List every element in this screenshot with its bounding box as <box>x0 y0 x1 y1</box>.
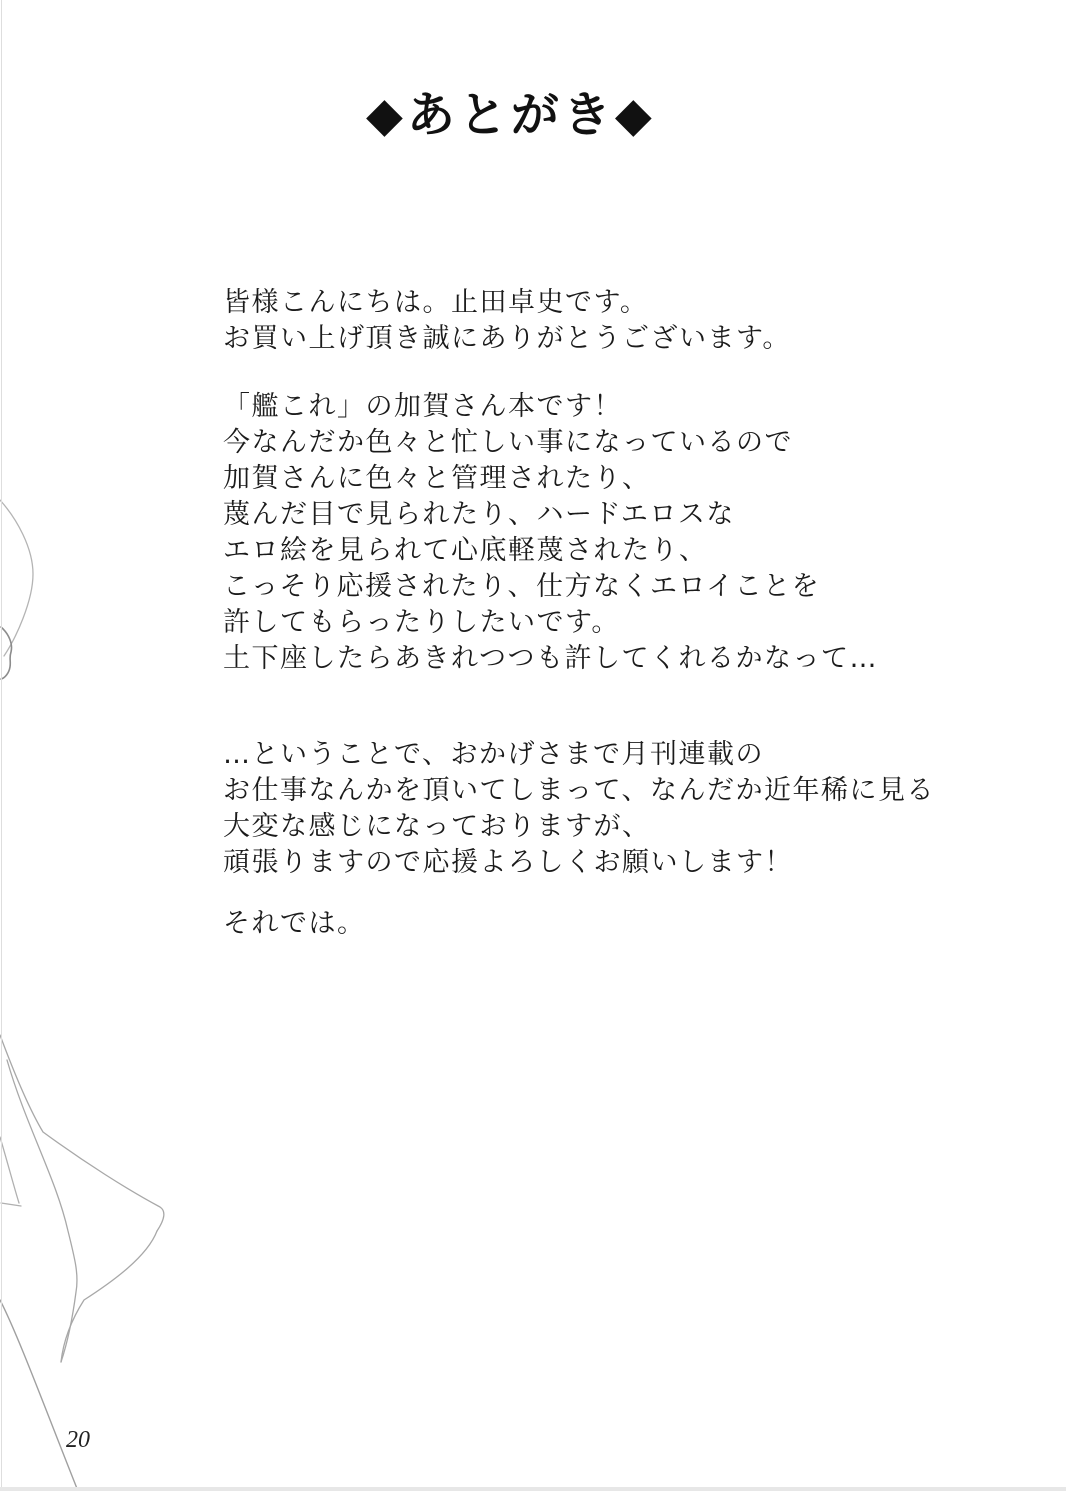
afterword-line: 蔑んだ目で見られたり、ハードエロスな <box>223 499 735 530</box>
paragraph-closing <box>223 906 935 942</box>
paragraph-main <box>223 389 935 677</box>
afterword-line: お買い上げ頂き誠にありがとうございます。 <box>223 323 791 354</box>
afterword-line: 皆様こんにちは。止田卓史です。 <box>223 287 649 318</box>
page-number: 20 <box>66 1427 90 1453</box>
page-bottom-edge <box>0 1487 1066 1491</box>
page-left-edge <box>1 0 2 1491</box>
afterword-line: 許してもらったりしたいです。 <box>223 607 620 638</box>
afterword-line: 土下座したらあきれつつも許してくれるかなって… <box>223 643 878 674</box>
afterword-line: お仕事なんかを頂いてしまって、なんだか近年稀に見る <box>223 775 935 806</box>
paragraph-greeting <box>223 285 935 357</box>
afterword-line: 頑張りますので応援よろしくお願いします！ <box>223 847 793 878</box>
afterword-line: 今なんだか色々と忙しい事になっているので <box>223 427 793 458</box>
afterword-line: 「艦これ」の加賀さん本です！ <box>223 391 622 422</box>
paragraph-news <box>223 737 935 881</box>
afterword-line: こっそり応援されたり、仕方なくエロイことを <box>223 571 821 602</box>
afterword-line: …ということで、おかげさまで月刊連載の <box>223 739 764 770</box>
afterword-body <box>223 285 935 942</box>
afterword-title: ◆あとがき◆ <box>366 87 656 143</box>
afterword-line: 加賀さんに色々と管理されたり、 <box>223 463 651 494</box>
afterword-line: それでは。 <box>223 908 366 939</box>
afterword-line: 大変な感じになっておりますが、 <box>223 811 651 842</box>
afterword-line: エロ絵を見られて心底軽蔑されたり、 <box>223 535 708 566</box>
